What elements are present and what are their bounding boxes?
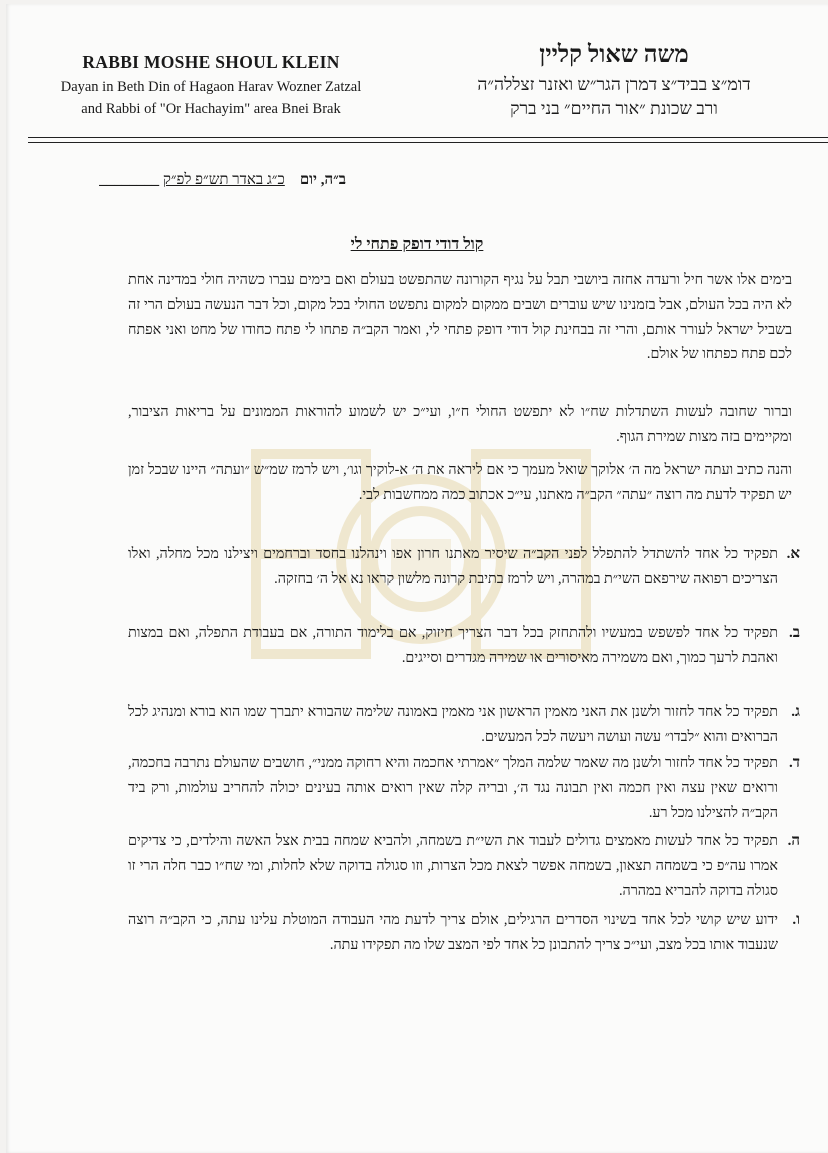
item-marker: ג. (791, 704, 800, 720)
item-text: תפקיד כל אחד לחזור ולשנן את האני מאמין הראשון אני מאמין באמונה שלימה שהבורא יתברך שמו הוא בורא ומנהיג לכל הברואים והוא ״לבדו״ עשה ועושה ויעשה לכל המעשים. (128, 704, 778, 745)
item-text: תפקיד כל אחד לחזור ולשנן מה שאמר שלמה המלך ״אמרתי אחכמה והיא רחוקה ממני״, חושבים שהעולם נתרבה בחכמה, ורואים שאין עצה ואין חכמה ואין תבונה נגד ה׳, ובריה קלה שאין רואים אותה בעינים יכולה להחריב עולמות, ורק ביד הקב״ה להצילנו מכל רע. (128, 755, 778, 821)
list-item-bet (128, 621, 800, 671)
list-item-dalet (128, 751, 800, 825)
item-text: ידוע שיש קושי לכל אחד בשינוי הסדרים הרגילים, אולם צריך לדעת מהי העבודה המוטלת עלינו עתה, כי הקב״ה רוצה שנעבוד אותו בכל מצב, ועי״כ צריך להתבונן כל אחד לפי המצב שלו מה תפקידו עתה. (128, 912, 778, 953)
english-letterhead (46, 52, 376, 116)
letter-title: קול דודי דופק פתחי לי (350, 236, 484, 253)
list-item-gimel (128, 700, 800, 750)
date-line: ב״ה, יום כ״ג באדר תש״פ לפ״ק ________ (99, 172, 346, 188)
date-value: כ״ג באדר תש״פ לפ״ק (162, 172, 285, 188)
item-marker: ד. (789, 755, 800, 771)
item-text: תפקיד כל אחד להשתדל להתפלל לפני הקב״ה שיסיר מאתנו חרון אפו וינהלנו בחסד וברחמים ויצילנו מכל מחלה, ואלו הצריכים רפואה שירפאם השי״ת במהרה, ויש לרמז בתיבת קרונה מלשון קראו נא אל ה׳ בחזקה. (128, 546, 778, 587)
title-line-english-2: and Rabbi of "Or Hachayim" area Bnei Brak (81, 100, 341, 117)
header-divider-bottom (28, 142, 828, 143)
hebrew-letterhead (444, 42, 784, 118)
item-marker: ב. (789, 625, 800, 641)
header-divider-top (28, 137, 828, 138)
list-item-aleph (128, 542, 800, 592)
paragraph-3: והנה כתיב ועתה ישראל מה ה׳ אלוקך שואל מעמך כי אם ליראה את ה׳ א-לוקיך וגו׳, ויש לרמז שמ״ש ״ועתה״ היינו שבכל זמן יש תפקיד לדעת מה רוצה ״עתה״ הקב״ה מאתנו, עי״כ אכתוב כמה ממחשבות לבי. (128, 462, 792, 503)
rabbi-name-hebrew: משה שאול קליין (539, 42, 689, 68)
item-text: תפקיד כל אחד לפשפש במעשיו ולהתחזק בכל דבר הצריך חיזוק, אם בלימוד התורה, אם בעבודת התפלה, ואם במצות ואהבת לרעך כמוך, ואם משמירה מאיסורים או שמירה מגדרים וסייגים. (128, 625, 778, 666)
item-marker: ו. (792, 912, 800, 928)
letter-page (6, 4, 828, 1153)
item-marker: א. (786, 546, 800, 562)
title-line-hebrew-2: ורב שכונת ״אור החיים״ בני ברק (510, 98, 718, 119)
paragraph-2: וברור שחובה לעשות השתדלות שח״ו לא יתפשט החולי ח״ו, ועי״כ יש לשמוע להוראות הממונים על בריאות הציבור, ומקיימים בזה מצות שמירת הגוף. (128, 404, 792, 445)
title-line-english-1: Dayan in Beth Din of Hagaon Harav Wozner Zatzal (60, 79, 362, 95)
date-label: ב״ה, יום (299, 172, 346, 188)
item-text: תפקיד כל אחד לעשות מאמצים גדולים לעבוד את השי״ת בשמחה, ולהביא שמחה בבית אצל האשה והילדים, כי צדיקים אמרו עה״פ כי בשמחה תצאון, בשמחה אפשר לצאת מכל הצרות, וזו סגולה בדוקה שלא לחלות, ומי שח״ו כבר חלה הרי זו סגולה בדוקה להבריא במהרה. (128, 833, 778, 899)
title-line-hebrew-1: דומ״צ בביד״צ דמרן הגר״ש ואזנר זצללה״ה (477, 74, 751, 94)
rabbi-name-english: RABBI MOSHE SHOUL KLEIN (82, 52, 340, 72)
list-item-vav (128, 908, 800, 958)
list-item-he (128, 829, 800, 903)
paragraph-1: בימים אלו אשר חיל ורעדה אחזה ביושבי תבל על נגיף הקורונה שהתפשט בעולם ואם בימים עברו כשהיה חולי במדינה אחת לא היה בכל העולם, אבל בזמנינו שיש עוברים ושבים ממקום למקום נתפשט החולי בכל מקום, וכל דבר הנעשה בעולם הרי זה בשביל ישראל לעורר אותם, והרי זה בבחינת קול דודי דופק פתחי לי, ואמר הקב״ה פתחו לי פתח כחודו של מחט ואני אפתח לכם פתח כפתחו של אולם. (128, 272, 792, 363)
item-marker: ה. (787, 833, 800, 849)
